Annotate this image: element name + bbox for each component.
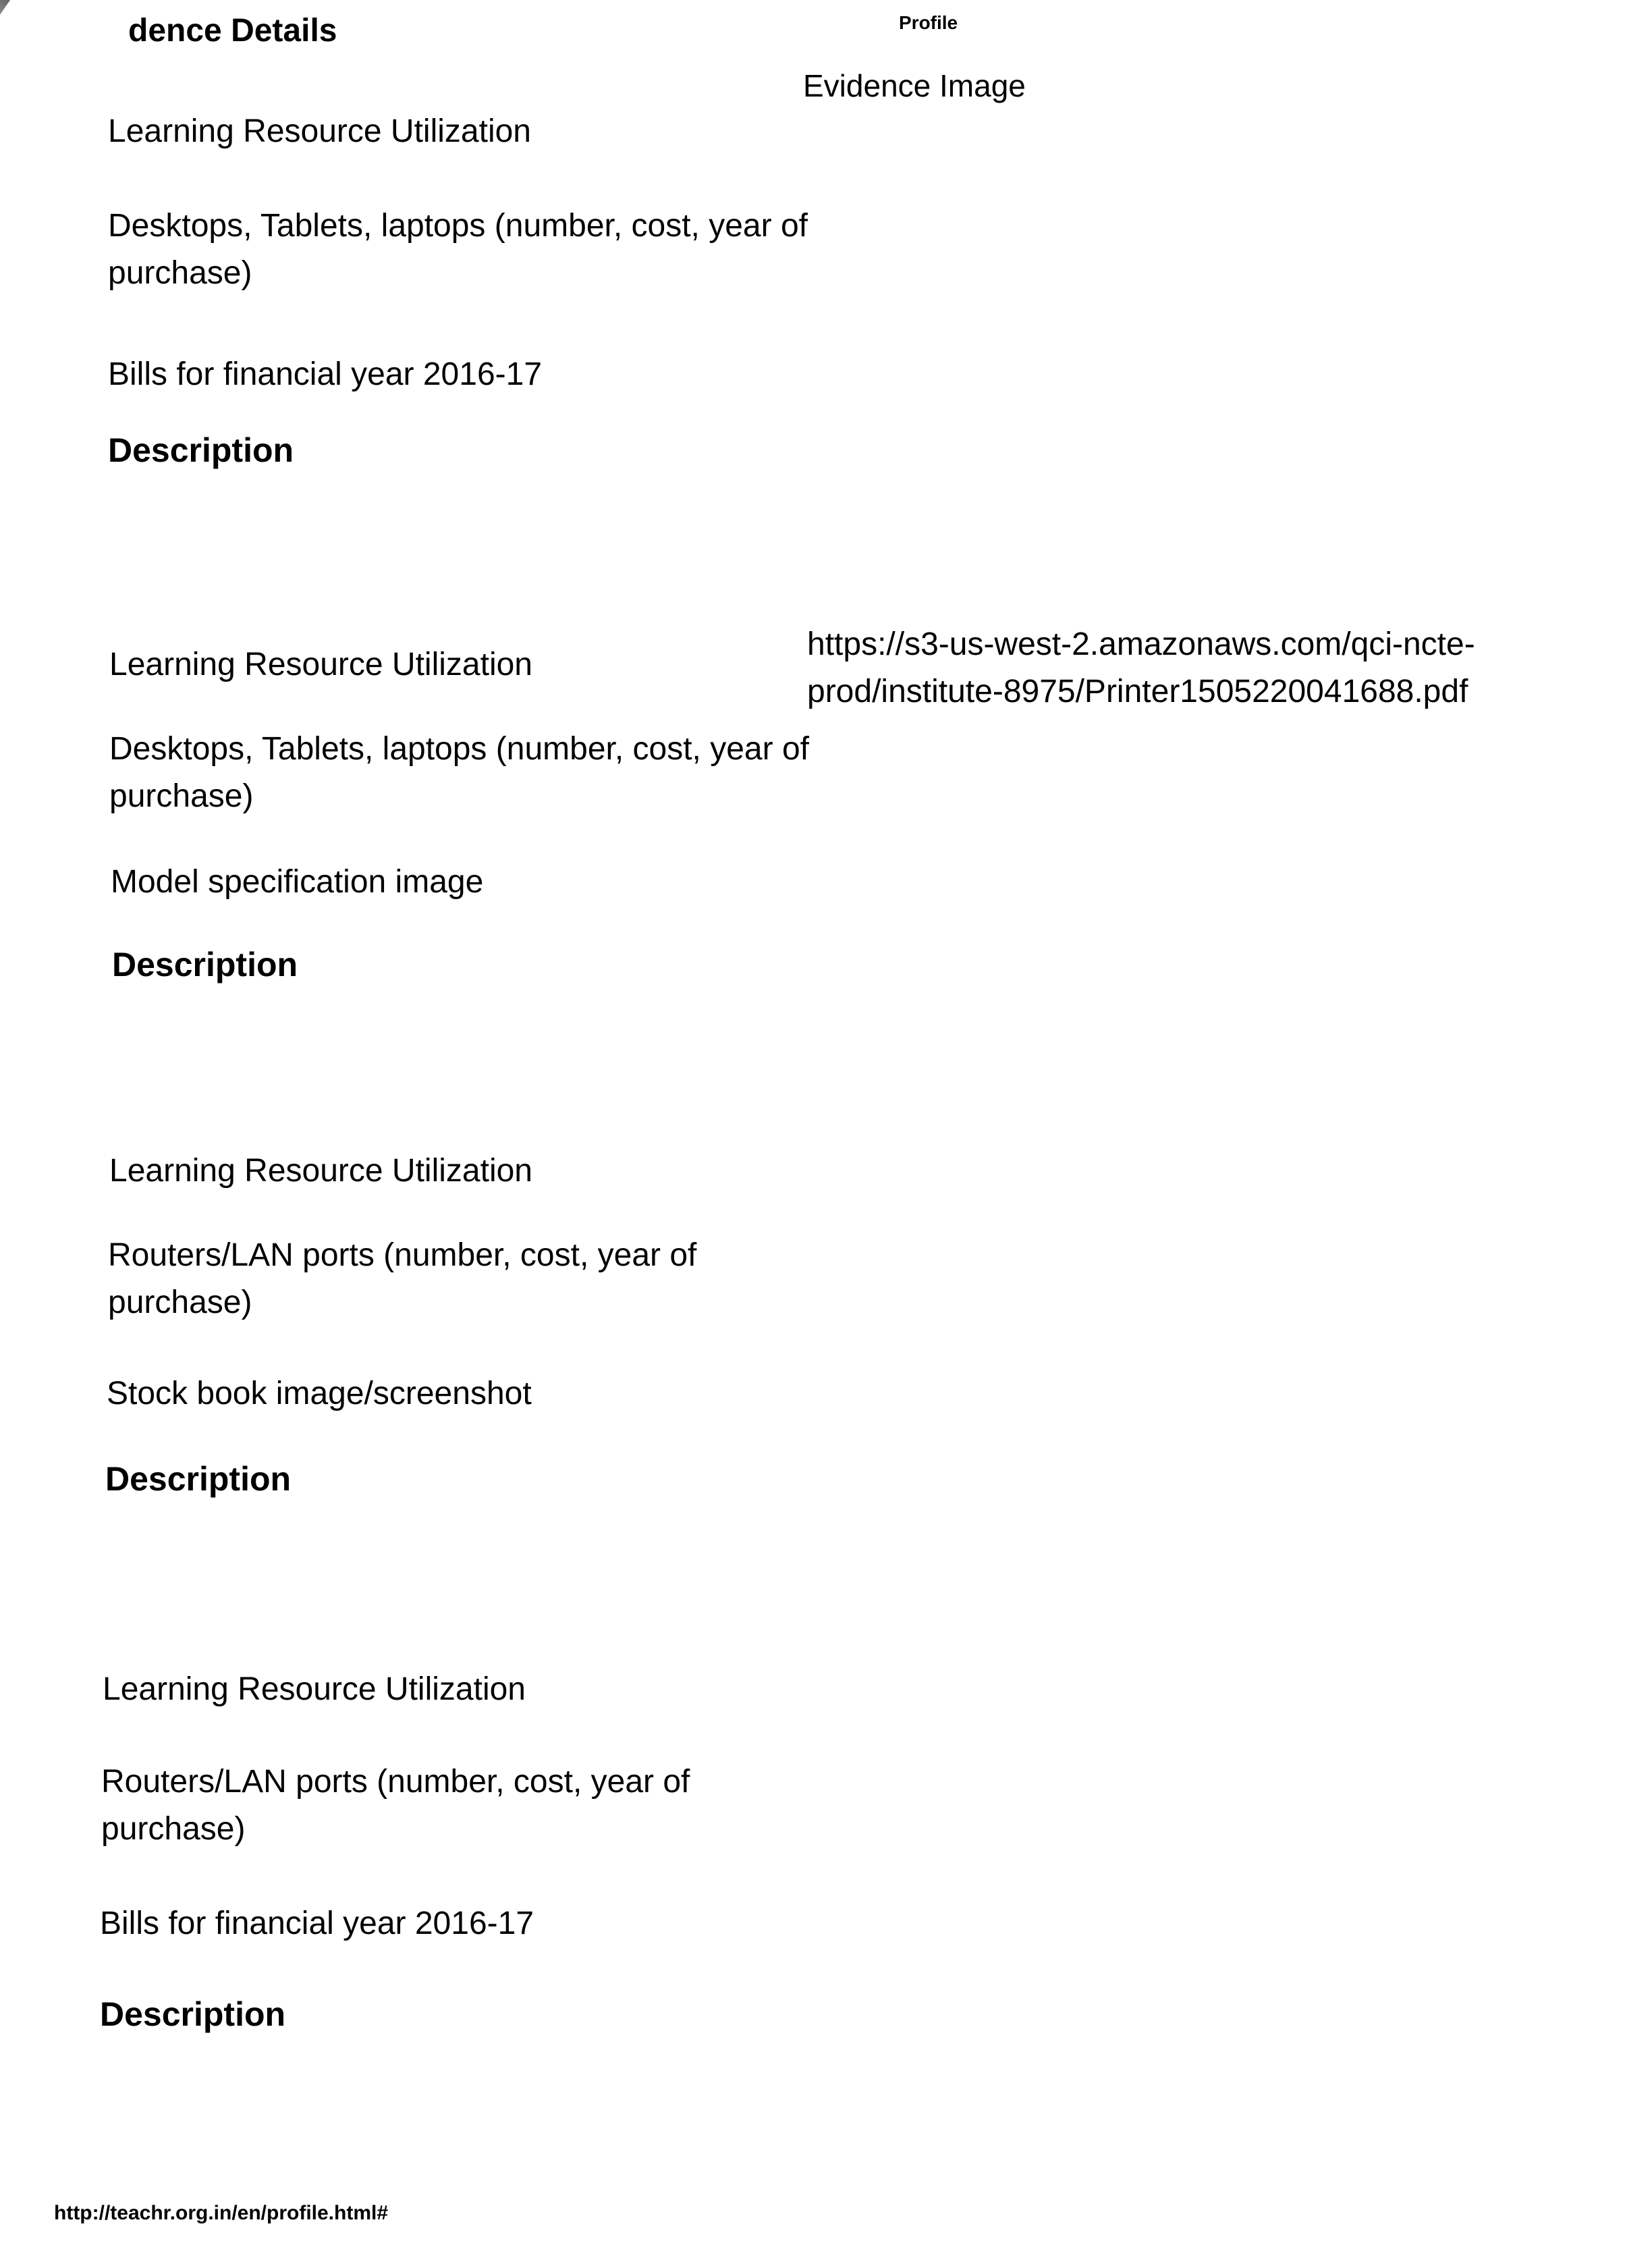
entry-category: Learning Resource Utilization bbox=[109, 1153, 532, 1189]
entry-item: Desktops, Tablets, laptops (number, cost, year of purchase) bbox=[109, 731, 809, 814]
footer-url: http://teachr.org.in/en/profile.html# bbox=[54, 2202, 389, 2224]
evidence-link[interactable]: https://s3-us-west-2.amazonaws.com/qci-ncte-prod/institute-8975/Printer1505220041688.pdf bbox=[807, 626, 1475, 709]
entry-description-label: Description bbox=[100, 1995, 286, 2033]
entry-document: Model specification image bbox=[111, 864, 484, 900]
entry-item: Desktops, Tablets, laptops (number, cost, year of purchase) bbox=[108, 208, 808, 291]
entry-category: Learning Resource Utilization bbox=[103, 1671, 526, 1707]
entry-category: Learning Resource Utilization bbox=[109, 647, 532, 682]
page-heading: dence Details bbox=[128, 13, 337, 49]
entry-document: Bills for financial year 2016-17 bbox=[100, 1906, 534, 1941]
entry-document: Stock book image/screenshot bbox=[107, 1376, 532, 1411]
pen-mark-artifact bbox=[0, 0, 93, 25]
evidence-column-title: Evidence Image bbox=[803, 68, 1026, 103]
entry-item: Routers/LAN ports (number, cost, year of purchase) bbox=[108, 1237, 697, 1320]
entry-description-label: Description bbox=[112, 946, 298, 983]
entry-description-label: Description bbox=[108, 431, 294, 469]
entry-description-label: Description bbox=[105, 1460, 292, 1498]
entry-category: Learning Resource Utilization bbox=[108, 113, 531, 149]
entry-document: Bills for financial year 2016-17 bbox=[108, 356, 543, 392]
page-label: Profile bbox=[899, 12, 958, 33]
entry-item: Routers/LAN ports (number, cost, year of purchase) bbox=[101, 1764, 690, 1847]
